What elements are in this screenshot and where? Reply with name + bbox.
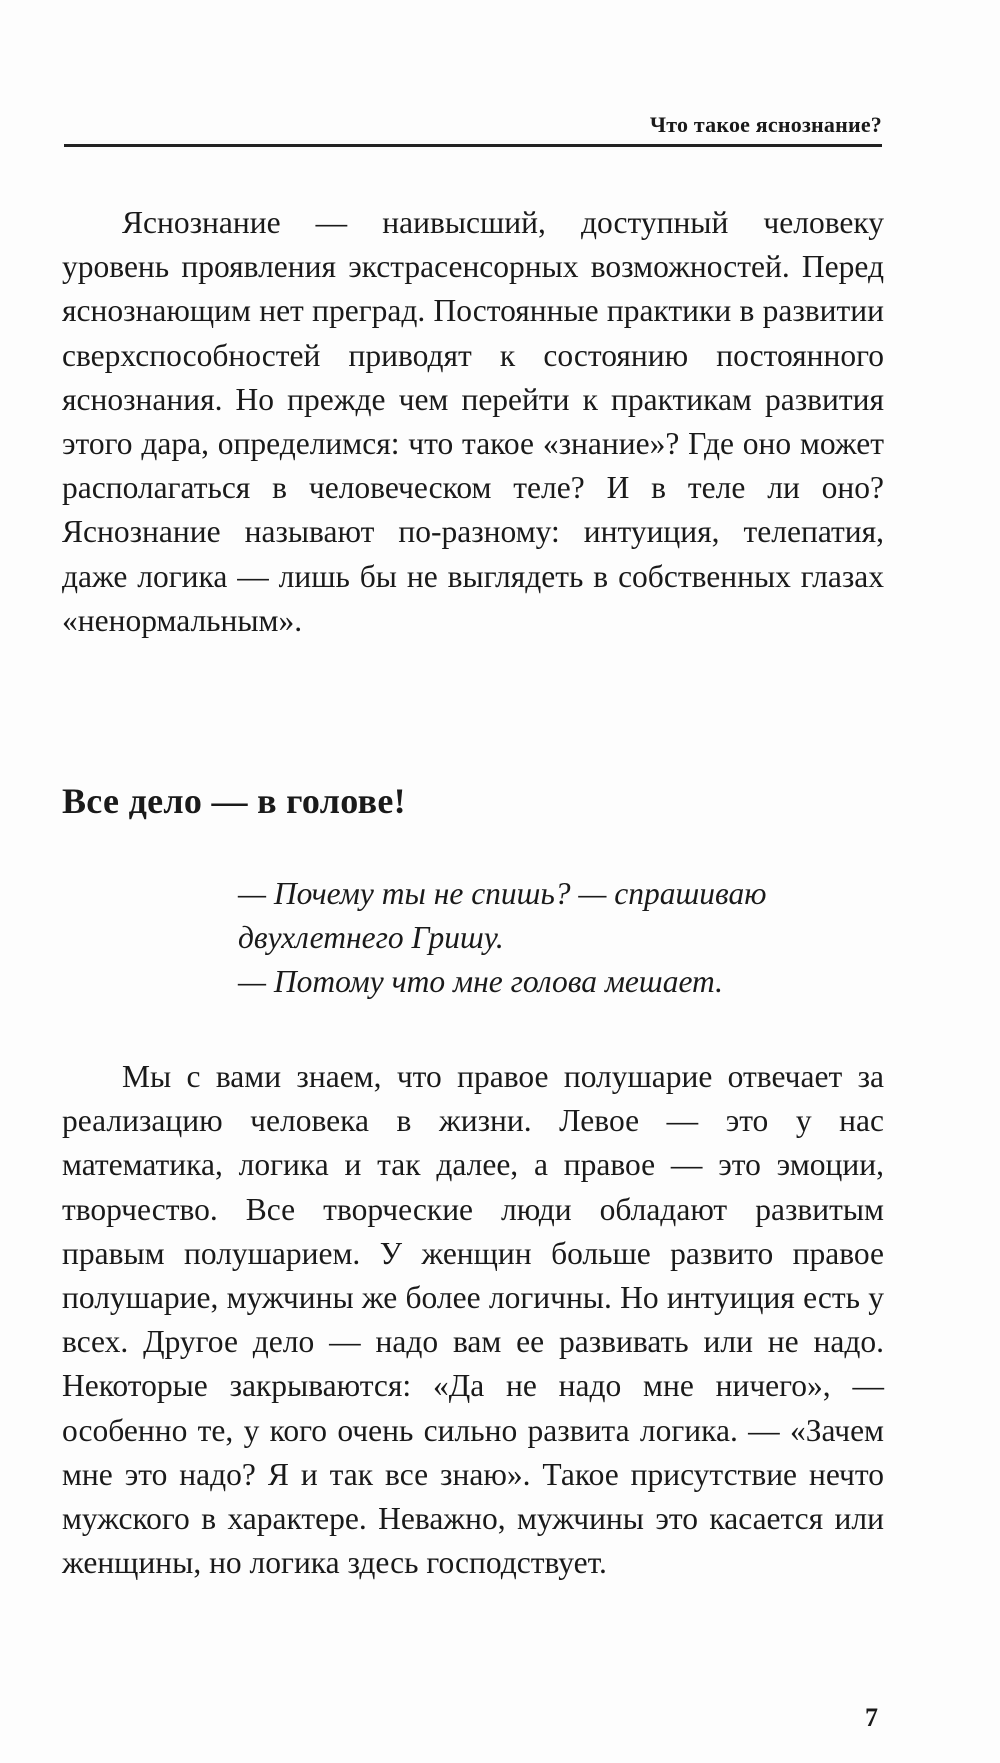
epigraph-line: — Потому что мне голова мешает. xyxy=(238,964,724,999)
page-number: 7 xyxy=(865,1703,878,1732)
intro-paragraph: Яснознание — наивысший, доступный человеку уровень проявления экстрасенсорных возможностей. Перед яснознающим нет преград. Постоянные практики в развитии сверхспособностей приводят к состоянию постоянного яснознания. Но прежде чем перейти к практикам развития этого дара, определимся: что такое «знание»? Где оно может располагаться в человеческом теле? И в теле ли оно? Яснознание называют по-разному: интуиция, телепатия, даже логика — лишь бы не выглядеть в собственных глазах «ненормальным». xyxy=(62,205,884,638)
epigraph xyxy=(238,872,884,1004)
section-heading: Все дело — в голове! xyxy=(62,781,406,821)
running-title: Что такое яснознание? xyxy=(649,112,882,137)
body-paragraph: Мы с вами знаем, что правое полушарие отвечает за реализацию человека в жизни. Левое — это у нас математика, логика и так далее, а правое — это эмоции, творчество. Все творческие люди обладают развитым правым полушарием. У женщин больше развито правое полушарие, мужчины же более логичны. Но интуиция есть у всех. Другое дело — надо вам ее развивать или не надо. Некоторые закрываются: «Да не надо мне ничего», — особенно те, у кого очень сильно развита логика. — «Зачем мне это надо? Я и так все знаю». Такое присутствие нечто мужского в характере. Неважно, мужчины это касается или женщины, но логика здесь господствует. xyxy=(62,1059,884,1581)
epigraph-line: — Почему ты не спишь? — спрашиваю xyxy=(238,876,767,911)
running-header xyxy=(64,106,882,147)
epigraph-line: двухлетнего Гришу. xyxy=(238,920,504,955)
